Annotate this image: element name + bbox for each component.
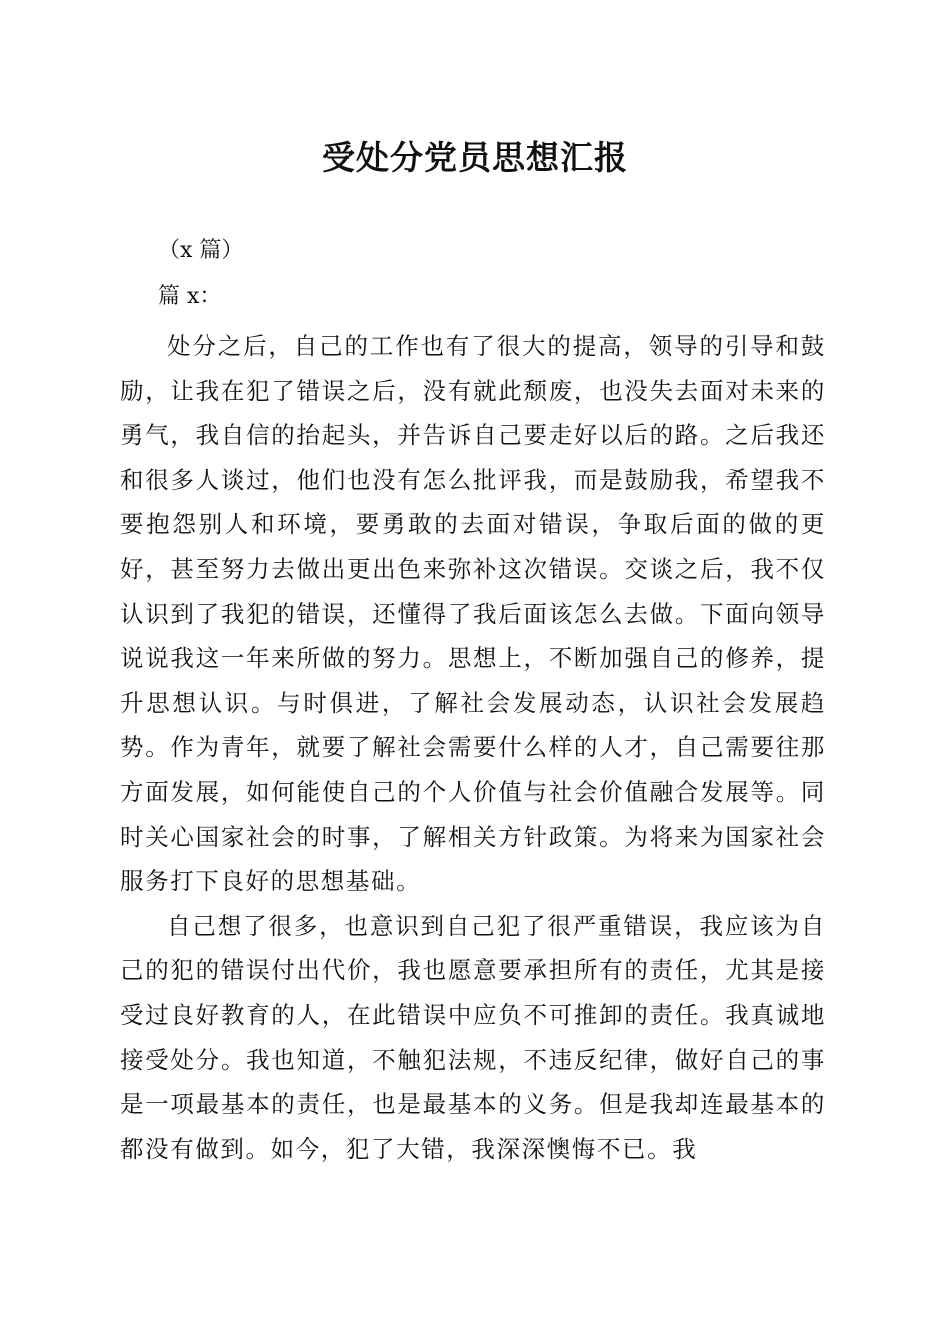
article-count-line: （x 篇） — [158, 238, 244, 263]
paragraph-1: 处分之后，自己的工作也有了很大的提高，领导的引导和鼓励，让我在犯了错误之后，没有就此颓废，也没失去面对未来的勇气，我自信的抬起头，并告诉自己要走好以后的路。之后我还和很多人谈过，他们也没有怎么批评我，而是鼓励我，希望我不要抱怨别人和环境，要勇敢的去面对错误，争取后面的做的更好，甚至努力去做出更出色来弥补这次错误。交谈之后，我不仅认识到了我犯的错误，还懂得了我后面该怎么去做。下面向领导说说我这一年来所做的努力。思想上，不断加强自己的修养，提升思想认识。与时俱进，了解社会发展动态，认识社会发展趋势。作为青年，就要了解社会需要什么样的人才，自己需要往那方面发展，如何能使自己的个人价值与社会价值融合发展等。同时关心国家社会的时事，了解相关方针政策。为将来为国家社会服务打下良好的思想基础。 — [120, 332, 826, 896]
document-title: 受处分党员思想汇报 — [322, 138, 628, 177]
section-label: 篇 x： — [158, 284, 222, 309]
paragraph-2: 自己想了很多，也意识到自己犯了很严重错误，我应该为自己的犯的错误付出代价，我也愿意要承担所有的责任，尤其是接受过良好教育的人，在此错误中应负不可推卸的责任。我真诚地接受处分。我也知道，不触犯法规，不违反纪律，做好自己的事是一项最基本的责任，也是最基本的义务。但是我却连最基本的都没有做到。如今，犯了大错，我深深懊悔不已。我 — [120, 911, 826, 1163]
document-body — [120, 324, 826, 1171]
